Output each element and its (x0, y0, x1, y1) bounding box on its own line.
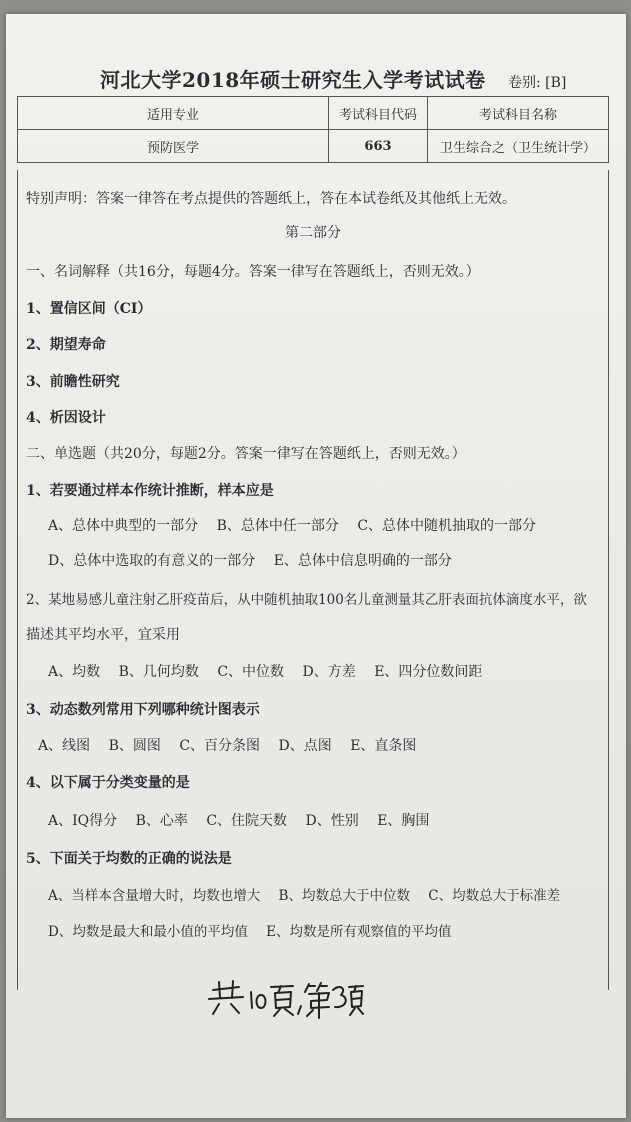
handwritten-page-note (205, 978, 365, 1020)
subject-value: 卫生综合之（卫生统计学） (428, 130, 609, 163)
option: C、均数总大于标准差 (428, 888, 561, 904)
option: E、总体中信息明确的一部分 (273, 553, 452, 569)
question-3-options (38, 735, 430, 755)
option: C、中位数 (217, 664, 285, 680)
option: D、均数是最大和最小值的平均值 (48, 924, 248, 940)
question-2-stem: 2、某地易感儿童注射乙肝疫苗后，从中随机抽取100名儿童测量其乙肝表面抗体滴度水平，欲 (26, 592, 587, 608)
option: E、胸围 (377, 813, 430, 829)
option: C、百分条图 (179, 738, 261, 754)
option: D、方差 (302, 664, 356, 680)
question-5-options (48, 920, 465, 940)
question-4-stem: 4、以下属于分类变量的是 (26, 775, 190, 791)
option: D、点图 (278, 738, 332, 754)
option: A、均数 (48, 664, 101, 680)
option: D、总体中选取的有意义的一部分 (48, 553, 256, 569)
option: E、四分位数间距 (374, 664, 483, 680)
option: B、几何均数 (118, 664, 199, 680)
exam-title: 河北大学2018年硕士研究生入学考试试卷 (100, 68, 486, 92)
part-title: 第二部分 (285, 225, 341, 241)
section1-heading: 一、名词解释（共16分，每题4分。答案一律写在答题纸上，否则无效。） (26, 264, 480, 280)
option: A、IQ得分 (48, 813, 118, 829)
option: D、性别 (305, 813, 359, 829)
exam-info-table (17, 96, 609, 163)
major-value: 预防医学 (18, 130, 329, 163)
code-value: 663 (329, 130, 428, 163)
volume-label: 卷别: [B] (508, 75, 567, 91)
option: E、直条图 (350, 738, 417, 754)
question-1-options (48, 515, 550, 535)
question-2-options (48, 661, 496, 681)
option: C、住院天数 (206, 813, 288, 829)
major-header: 适用专业 (18, 97, 329, 130)
option: B、圆图 (108, 738, 161, 754)
code-header: 考试科目代码 (329, 97, 428, 130)
term-item: 1、置信区间（CI） (26, 301, 152, 317)
section2-heading: 二、单选题（共20分，每题2分。答案一律写在答题纸上，否则无效。） (26, 446, 466, 462)
subject-header: 考试科目名称 (428, 97, 609, 130)
option: C、总体中随机抽取的一部分 (357, 518, 537, 534)
option: B、均数总大于中位数 (278, 888, 410, 904)
option: A、当样本含量增大时，均数也增大 (48, 888, 261, 904)
question-2-stem-cont: 描述其平均水平，宜采用 (26, 627, 180, 643)
question-1-options (48, 550, 466, 570)
option: E、均数是所有观察值的平均值 (266, 924, 452, 940)
option: B、总体中任一部分 (216, 518, 339, 534)
term-item: 4、析因设计 (26, 410, 106, 426)
question-4-options (48, 810, 443, 830)
option: A、线图 (38, 738, 91, 754)
term-item: 3、前瞻性研究 (26, 374, 120, 390)
question-3-stem: 3、动态数列常用下列哪种统计图表示 (26, 702, 260, 718)
option: A、总体中典型的一部分 (48, 518, 199, 534)
special-notice: 特别声明：答案一律答在考点提供的答题纸上，答在本试卷纸及其他纸上无效。 (26, 191, 516, 207)
question-1-stem: 1、若要通过样本作统计推断，样本应是 (26, 483, 274, 499)
question-5-options (48, 884, 574, 904)
option: B、心率 (135, 813, 188, 829)
question-5-stem: 5、下面关于均数的正确的说法是 (26, 851, 232, 867)
term-item: 2、期望寿命 (26, 337, 106, 353)
